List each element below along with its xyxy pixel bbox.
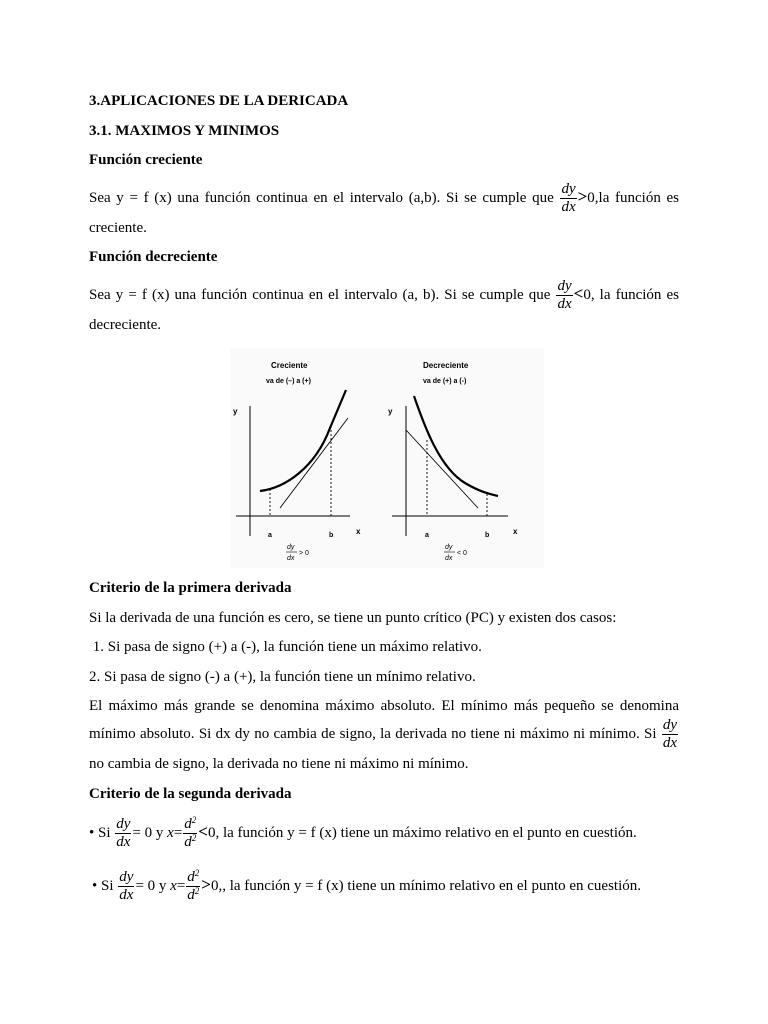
segunda-item2-text: ,, la función y = f (x) tiene un mínimo relativo en el punto en cuestión. bbox=[218, 877, 642, 894]
fraction-numerator: dy bbox=[116, 816, 131, 832]
creciente-text: Sea y = f (x) una función continua en el intervalo (a,b). Si se cumple que bbox=[89, 189, 554, 206]
segunda-item1 bbox=[89, 816, 679, 851]
second-derivative-fraction bbox=[186, 869, 200, 904]
segunda-item1-text: , la función y = f (x) tiene un máximo relativo en el punto en cuestión. bbox=[215, 824, 637, 841]
creciente-a-label: a bbox=[268, 532, 272, 539]
fraction-denominator: $d^2$ bbox=[184, 833, 197, 850]
decreciente-line1 bbox=[89, 278, 679, 313]
creciente-cond-den: dx bbox=[287, 555, 295, 562]
creciente-line1 bbox=[89, 181, 679, 216]
decreciente-cond-den: dx bbox=[445, 555, 453, 562]
primera-intro: Si la derivada de una función es cero, se tiene un punto crítico (PC) y existen dos casos: bbox=[89, 610, 617, 626]
section-heading: 3.1. MAXIMOS Y MINIMOS bbox=[89, 123, 280, 139]
fraction-denominator: dx bbox=[662, 735, 677, 751]
decreciente-title-label: Decreciente bbox=[423, 361, 469, 370]
fraction-numerator: dy bbox=[561, 181, 576, 197]
primera-para-line2 bbox=[89, 717, 679, 752]
less-than-symbol: < bbox=[573, 283, 584, 303]
creciente-text-after: ,la función es bbox=[594, 189, 679, 206]
zero-value: 0 bbox=[210, 877, 219, 894]
fraction-numerator: $d^2$ bbox=[184, 815, 197, 832]
creciente-derivative-fraction bbox=[560, 181, 576, 216]
primera-title: Criterio de la primera derivada bbox=[89, 580, 292, 596]
monotonic-functions-figure bbox=[230, 348, 544, 568]
decreciente-derivative-fraction bbox=[556, 278, 572, 313]
decreciente-diagram bbox=[388, 361, 518, 562]
primera-derivative-fraction bbox=[662, 717, 678, 752]
fraction-denominator: dx bbox=[561, 199, 576, 215]
decreciente-subtitle-label: va de (+) a (-) bbox=[423, 378, 467, 385]
decreciente-x-label: x bbox=[513, 527, 518, 536]
creciente-diagram bbox=[233, 361, 361, 562]
fraction-denominator: dx bbox=[557, 296, 572, 312]
decreciente-cond-rel: < 0 bbox=[457, 550, 467, 557]
primera-case1: 1. Si pasa de signo (+) a (-), la función tiene un máximo relativo. bbox=[89, 639, 482, 655]
decreciente-text-after: , la función es bbox=[590, 286, 679, 303]
segunda-title: Criterio de la segunda derivada bbox=[89, 786, 292, 802]
creciente-title-label: Creciente bbox=[271, 361, 308, 370]
creciente-y-label: y bbox=[233, 407, 238, 416]
decreciente-y-label: y bbox=[388, 407, 393, 416]
primera-para-line1: El máximo más grande se denomina máximo absoluto. El mínimo más pequeño se denomina bbox=[89, 698, 679, 714]
bullet-marker: • Si bbox=[89, 824, 111, 841]
fraction-denominator: dx bbox=[116, 834, 131, 850]
creciente-title: Función creciente bbox=[89, 152, 203, 168]
creciente-line2: creciente. bbox=[89, 220, 147, 236]
fraction-numerator: dy bbox=[119, 869, 134, 885]
creciente-cond-rel: > 0 bbox=[299, 550, 309, 557]
creciente-x-label: x bbox=[356, 527, 361, 536]
fraction-denominator: $d^2$ bbox=[187, 886, 200, 903]
equals-sign: = bbox=[176, 877, 186, 894]
equals-zero-text: = 0 y bbox=[135, 877, 167, 894]
segunda-item2 bbox=[92, 869, 682, 904]
second-derivative-fraction bbox=[183, 816, 197, 851]
variable-x: x bbox=[170, 877, 177, 894]
decreciente-title: Función decreciente bbox=[89, 249, 218, 265]
fraction-denominator: dx bbox=[119, 887, 134, 903]
fraction-numerator: $d^2$ bbox=[187, 868, 200, 885]
zero-value: 0 bbox=[207, 824, 216, 841]
creciente-curve bbox=[260, 390, 346, 491]
decreciente-text: Sea y = f (x) una función continua en el intervalo (a, b). Si se cumple que bbox=[89, 286, 551, 303]
fraction-numerator: dy bbox=[662, 717, 677, 733]
decreciente-line2: decreciente. bbox=[89, 317, 162, 333]
fraction-numerator: dy bbox=[557, 278, 572, 294]
primera-para-text: mínimo absoluto. Si dx dy no cambia de signo, la derivada no tiene ni máximo ni mínimo. Si bbox=[89, 725, 657, 742]
decreciente-cond-num: dy bbox=[445, 544, 453, 551]
zero-value: 0 bbox=[587, 189, 595, 206]
main-heading: 3.APLICACIONES DE LA DERICADA bbox=[89, 93, 349, 109]
less-than-symbol: < bbox=[198, 821, 208, 841]
decreciente-b-label: b bbox=[485, 532, 490, 539]
decreciente-tangent-line bbox=[406, 430, 478, 508]
zero-value: 0 bbox=[583, 286, 591, 303]
greater-than-symbol: > bbox=[201, 874, 211, 894]
primera-case2: 2. Si pasa de signo (-) a (+), la función tiene un mínimo relativo. bbox=[89, 669, 476, 685]
creciente-b-label: b bbox=[329, 532, 334, 539]
creciente-cond-num: dy bbox=[287, 544, 295, 551]
creciente-subtitle-label: va de (–) a (+) bbox=[266, 378, 311, 385]
first-derivative-fraction bbox=[118, 869, 134, 904]
decreciente-a-label: a bbox=[425, 532, 429, 539]
greater-than-symbol: > bbox=[577, 186, 588, 206]
primera-para-line3: no cambia de signo, la derivada no tiene ni máximo ni mínimo. bbox=[89, 756, 469, 772]
equals-sign: = bbox=[173, 824, 183, 841]
creciente-tangent-line bbox=[280, 418, 348, 508]
first-derivative-fraction bbox=[115, 816, 131, 851]
bullet-marker: • Si bbox=[92, 877, 114, 894]
equals-zero-text: = 0 y bbox=[132, 824, 164, 841]
variable-x: x bbox=[167, 824, 174, 841]
